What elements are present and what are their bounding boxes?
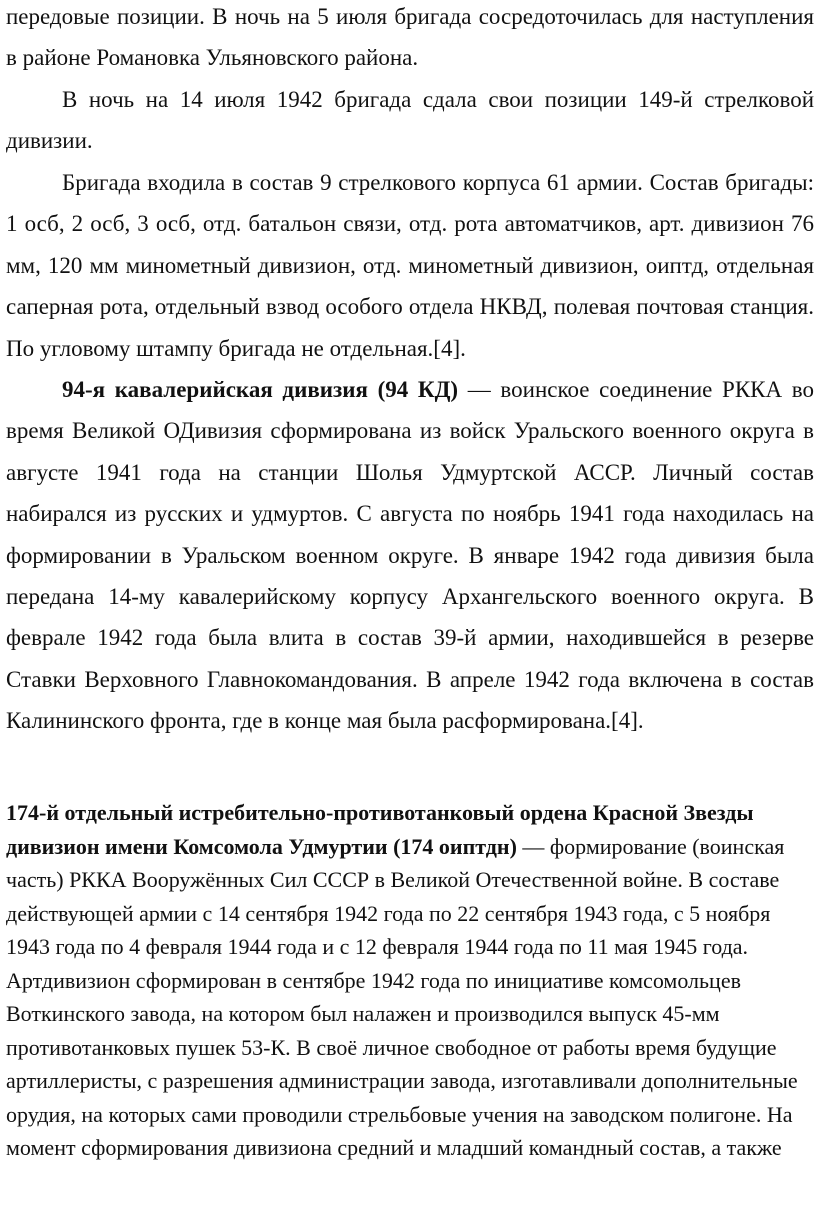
- paragraph-4-heading: 94-я кавалерийская дивизия (94 КД): [62, 377, 459, 402]
- paragraph-5-body: — формирование (воинская часть) РККА Вооружённых Сил СССР в Великой Отечественной войне. В составе действующей армии с 14 сентября 1942 года по 22 сентября 1943 года, с 5 ноября 1943 года по 4 февраля 1944 года и с 12 февраля 1944 года по 11 мая 1945 года. Артдивизион сформирован в сентябре 1942 года по инициативе комсомольцев Воткинского завода, на котором был налажен и производился выпуск 45-мм противотанковых пушек 53-К. В своё личное свободное от работы время будущие артиллеристы, с разрешения администрации завода, изготавливали дополнительные орудия, на которых сами проводили стрельбовые учения на заводском полигоне. На момент сформирования дивизиона средний и младший командный состав, а также: [6, 833, 798, 1160]
- paragraph-4-body: — воинское соединение РККА во время Великой ОДивизия сформирована из войск Уральского военного округа в августе 1941 года на станции Шолья Удмуртской АССР. Личный состав набирался из русских и удмуртов. С августа по ноябрь 1941 года находилась на формировании в Уральском военном округе. В январе 1942 года дивизия была передана 14-му кавалерийскому корпусу Архангельского военного округа. В феврале 1942 года была влита в состав 39-й армии, находившейся в резерве Ставки Верховного Главнокомандования. В апреле 1942 года включена в состав Калининского фронта, где в конце мая была расформирована.[4].: [6, 377, 814, 734]
- paragraph-3: Бригада входила в состав 9 стрелкового корпуса 61 армии. Состав бригады: 1 осб, 2 осб, 3 осб, отд. батальон связи, отд. рота автоматчиков, арт. дивизион 76 мм, 120 мм минометный дивизион, отд. минометный дивизион, оиптд, отдельная саперная рота, отдельный взвод особого отдела НКВД, полевая почтовая станция. По угловому штампу бригада не отдельная.[4].: [6, 170, 814, 361]
- paragraph-4: [6, 369, 814, 742]
- paragraph-1: передовые позиции. В ночь на 5 июля бригада сосредоточилась для наступления в районе Романовка Ульяновского района.: [6, 4, 814, 71]
- paragraph-2: В ночь на 14 июля 1942 бригада сдала свои позиции 149-й стрелковой дивизии.: [6, 87, 814, 154]
- paragraph-5-heading: 174-й отдельный истребительно-противотанковый ордена Красной Звезды дивизион имени Комсомола Удмуртии (174 оиптдн): [6, 800, 754, 859]
- paragraph-5: [6, 796, 814, 1165]
